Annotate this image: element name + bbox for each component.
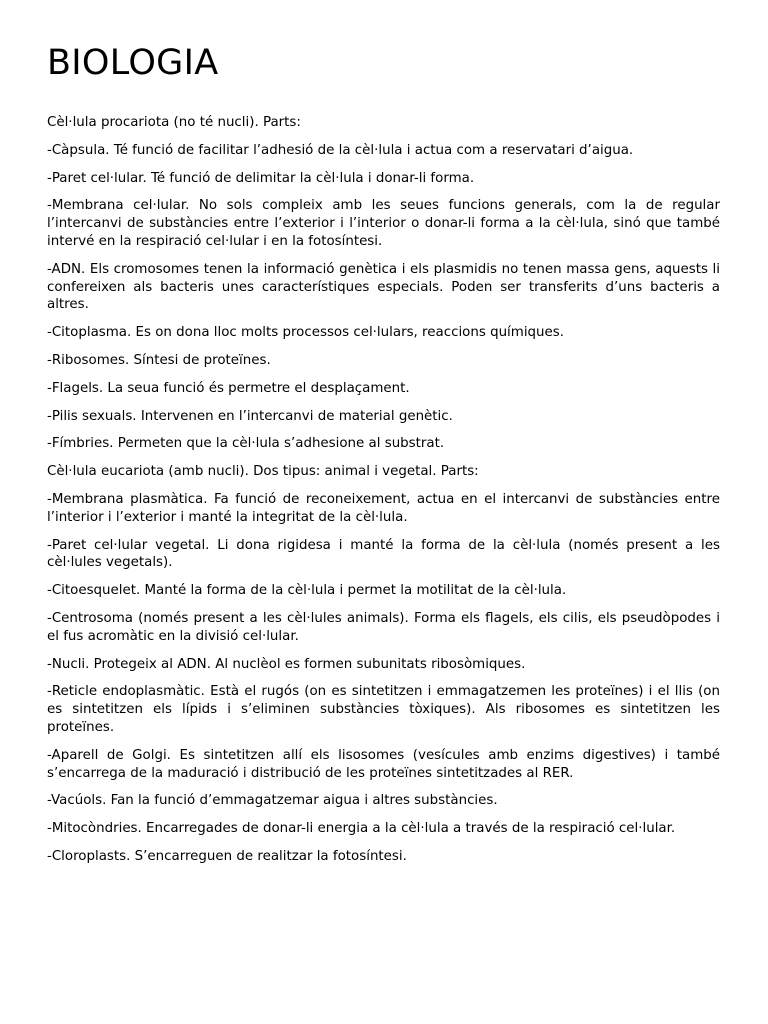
paragraph: -Centrosoma (només present a les cèl·lules animals). Forma els flagels, els cilis, els pseudòpodes i el fus acromàtic en la divisió cel·lular.	[47, 610, 720, 644]
paragraph: -Nucli. Protegeix al ADN. Al nuclèol es formen subunitats ribosòmiques.	[47, 656, 526, 672]
document-page	[47, 42, 720, 876]
paragraph: -Paret cel·lular vegetal. Li dona rigidesa i manté la forma de la cèl·lula (només present a les cèl·lules vegetals).	[47, 537, 720, 571]
paragraph: -Càpsula. Té funció de facilitar l’adhesió de la cèl·lula i actua com a reservatari d’aigua.	[47, 142, 634, 158]
paragraph: -Aparell de Golgi. Es sintetitzen allí els lisosomes (vesícules amb enzims digestives) i també s’encarrega de la maduració i distribució de les proteïnes sintetitzades al RER.	[47, 747, 720, 781]
paragraph: Cèl·lula procariota (no té nucli). Parts:	[47, 115, 301, 130]
paragraph: -ADN. Els cromosomes tenen la informació genètica i els plasmidis no tenen massa gens, aquests li confereixen als bacteris unes característiques especials. Poden ser transferits d’uns bacteris a altres.	[47, 261, 720, 313]
paragraph: -Ribosomes. Síntesi de proteïnes.	[47, 352, 271, 368]
paragraph: -Reticle endoplasmàtic. Està el rugós (on es sintetitzen i emmagatzemen les proteïnes) i el llis (on es sintetitzen els lípids i s’eliminen substàncies tòxiques). Als ribosomes es sintetitzen les proteïnes.	[47, 684, 720, 735]
paragraph: Cèl·lula eucariota (amb nucli). Dos tipus: animal i vegetal. Parts:	[47, 464, 479, 480]
document-body	[47, 114, 720, 866]
document-title: BIOLOGIA	[47, 43, 219, 83]
paragraph: -Mitocòndries. Encarregades de donar-li energia a la cèl·lula a través de la respiració cel·lular.	[47, 821, 676, 837]
paragraph: -Fímbries. Permeten que la cèl·lula s’adhesione al substrat.	[47, 436, 445, 452]
paragraph: -Membrana plasmàtica. Fa funció de reconeixement, actua en el intercanvi de substàncies entre l’interior i l’exterior i manté la integritat de la cèl·lula.	[47, 491, 720, 525]
paragraph: -Vacúols. Fan la funció d’emmagatzemar aigua i altres substàncies.	[47, 793, 498, 809]
paragraph: -Flagels. La seua funció és permetre el desplaçament.	[47, 380, 410, 396]
paragraph: -Pilis sexuals. Intervenen en l’intercanvi de material genètic.	[47, 408, 453, 424]
paragraph: -Cloroplasts. S’encarreguen de realitzar la fotosíntesi.	[47, 848, 407, 864]
paragraph: -Membrana cel·lular. No sols compleix amb les seues funcions generals, com la de regular l’intercanvi de substàncies entre l’exterior i l’interior o donar-li forma a la cèl·lula, sinó que també intervé en la respiració cel·lular i en la fotosíntesi.	[47, 198, 720, 249]
paragraph: -Citoesquelet. Manté la forma de la cèl·lula i permet la motilitat de la cèl·lula.	[47, 583, 567, 599]
paragraph: -Paret cel·lular. Té funció de delimitar la cèl·lula i donar-li forma.	[47, 170, 475, 186]
paragraph: -Citoplasma. Es on dona lloc molts processos cel·lulars, reaccions químiques.	[47, 325, 565, 341]
